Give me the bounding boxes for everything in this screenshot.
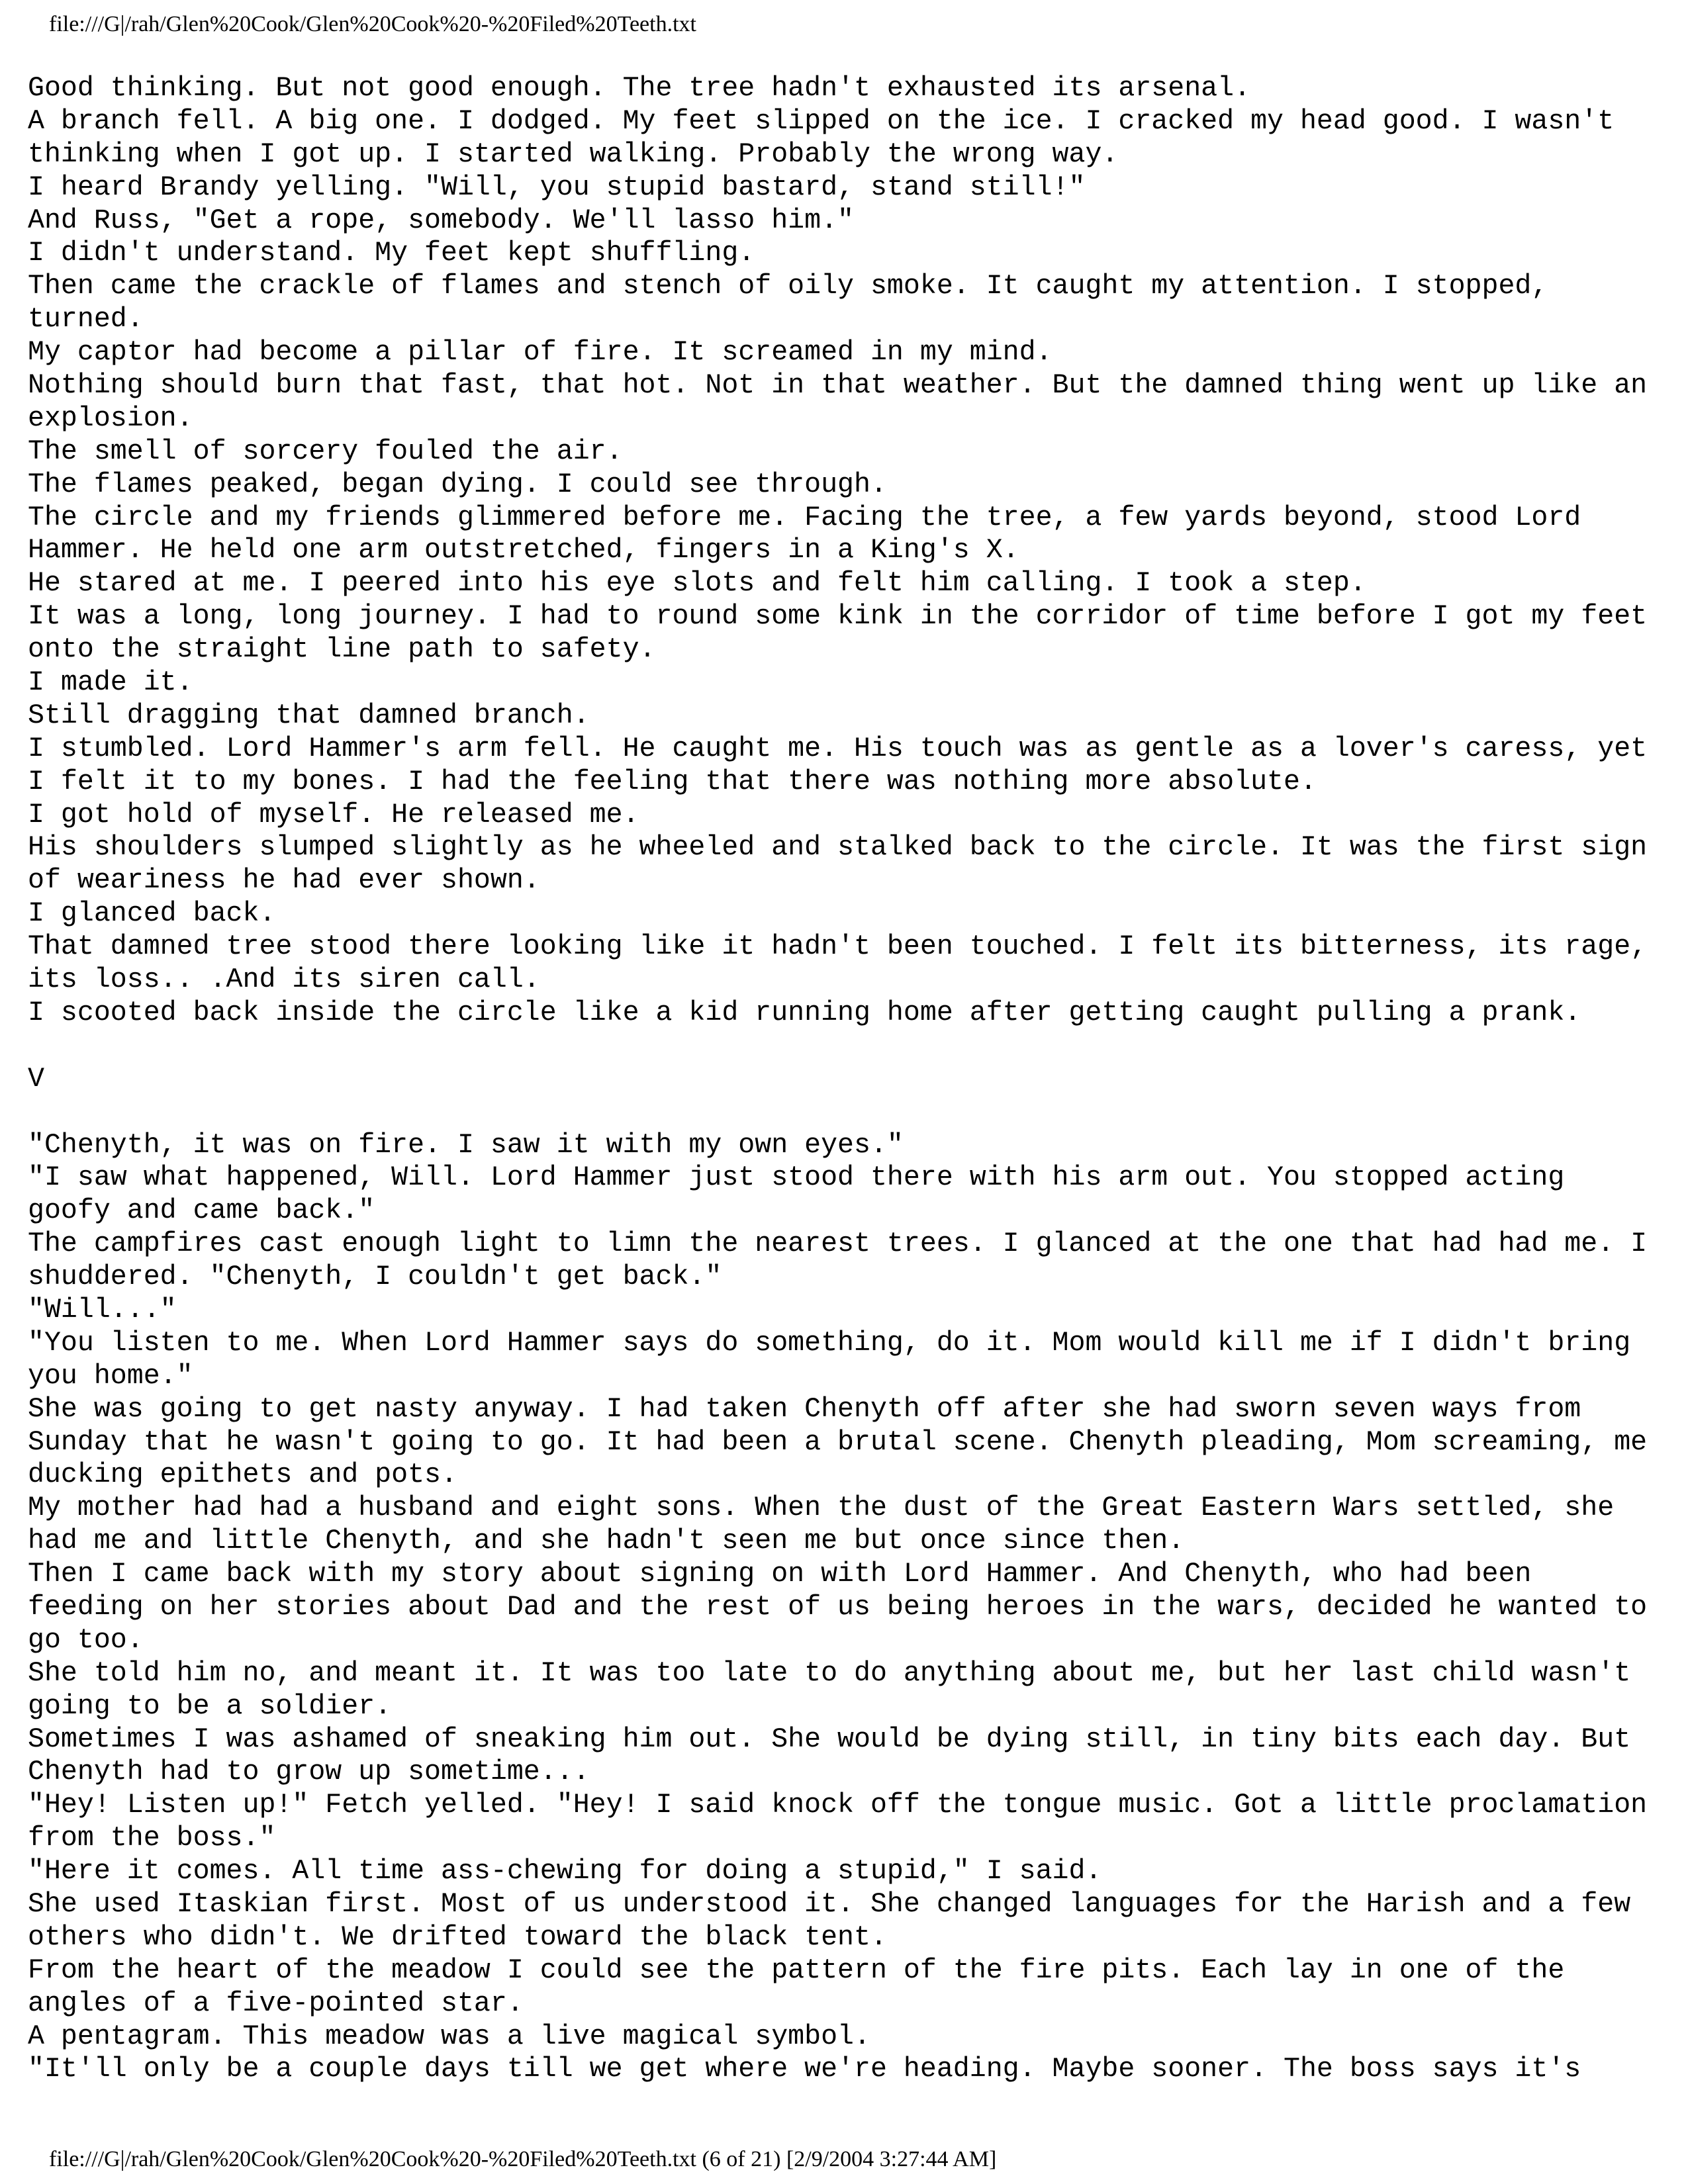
text-line: A pentagram. This meadow was a live magical symbol. xyxy=(28,2021,870,2052)
text-line: you home." xyxy=(28,1360,193,1392)
text-line: had me and little Chenyth, and she hadn't seen me but once since then. xyxy=(28,1525,1185,1557)
text-line: angles of a five-pointed star. xyxy=(28,1987,524,2019)
text-line: He stared at me. I peered into his eye slots and felt him calling. I took a step. xyxy=(28,568,1366,600)
text-line: My captor had become a pillar of fire. It screamed in my mind. xyxy=(28,337,1053,369)
text-line: The campfires cast enough light to limn the nearest trees. I glanced at the one that had had me. I xyxy=(28,1228,1648,1260)
text-line xyxy=(28,1030,1669,1063)
text-line: The flames peaked, began dying. I could see through. xyxy=(28,469,887,500)
text-line: A branch fell. A big one. I dodged. My feet slipped on the ice. I cracked my head good. I wasn't xyxy=(28,105,1615,137)
text-line: "Here it comes. All time ass-chewing for doing a stupid," I said. xyxy=(28,1856,1102,1888)
text-line: goofy and came back." xyxy=(28,1195,375,1227)
text-line: go too. xyxy=(28,1624,144,1656)
text-line: She was going to get nasty anyway. I had taken Chenyth off after she had sworn seven ways from xyxy=(28,1393,1581,1425)
text-line: "I saw what happened, Will. Lord Hammer just stood there with his arm out. You stopped acting xyxy=(28,1162,1565,1194)
text-line: "Chenyth, it was on fire. I saw it with my own eyes." xyxy=(28,1129,904,1161)
text-line: "It'll only be a couple days till we get where we're heading. Maybe sooner. The boss says it's xyxy=(28,2054,1581,2085)
text-line: turned. xyxy=(28,304,144,336)
text-line: I glanced back. xyxy=(28,898,276,930)
text-line: I heard Brandy yelling. "Will, you stupid bastard, stand still!" xyxy=(28,171,1086,203)
text-line: thinking when I got up. I started walking. Probably the wrong way. xyxy=(28,138,1119,170)
text-line: The circle and my friends glimmered before me. Facing the tree, a few yards beyond, stood Lord xyxy=(28,502,1581,533)
text-line: His shoulders slumped slightly as he wheeled and stalked back to the circle. It was the first sign xyxy=(28,832,1648,864)
text-line: Sunday that he wasn't going to go. It had been a brutal scene. Chenyth pleading, Mom screaming, me xyxy=(28,1426,1648,1458)
text-line: She used Itaskian first. Most of us understood it. She changed languages for the Harish and a few xyxy=(28,1888,1631,1920)
text-line: I stumbled. Lord Hammer's arm fell. He caught me. His touch was as gentle as a lover's caress, yet xyxy=(28,733,1648,764)
text-line: The smell of sorcery fouled the air. xyxy=(28,435,623,467)
text-line: "Hey! Listen up!" Fetch yelled. "Hey! I said knock off the tongue music. Got a little proclamation xyxy=(28,1790,1648,1821)
text-line: And Russ, "Get a rope, somebody. We'll lasso him." xyxy=(28,205,855,236)
text-line: of weariness he had ever shown. xyxy=(28,865,540,897)
text-line: explosion. xyxy=(28,402,193,434)
text-line: Then I came back with my story about signing on with Lord Hammer. And Chenyth, who had been xyxy=(28,1559,1532,1590)
header-file-url: file:///G|/rah/Glen%20Cook/Glen%20Cook%20-%20Filed%20Teeth.txt xyxy=(49,12,696,36)
text-line: I felt it to my bones. I had the feeling that there was nothing more absolute. xyxy=(28,766,1317,797)
text-line: Chenyth had to grow up sometime... xyxy=(28,1756,590,1788)
text-line: My mother had had a husband and eight sons. When the dust of the Great Eastern Wars settled, she xyxy=(28,1492,1615,1524)
text-line: I scooted back inside the circle like a kid running home after getting caught pulling a prank. xyxy=(28,997,1581,1028)
text-line: I made it. xyxy=(28,667,193,699)
text-line: Then came the crackle of flames and stench of oily smoke. It caught my attention. I stopped, xyxy=(28,271,1548,302)
text-line: I didn't understand. My feet kept shuffling. xyxy=(28,238,755,269)
document-body xyxy=(28,72,1669,2086)
text-line: Nothing should burn that fast, that hot. Not in that weather. But the damned thing went up like an xyxy=(28,370,1648,402)
text-line: going to be a soldier. xyxy=(28,1690,392,1722)
text-line: It was a long, long journey. I had to round some kink in the corridor of time before I got my feet xyxy=(28,601,1648,633)
text-line: I got hold of myself. He released me. xyxy=(28,799,639,831)
text-line: Hammer. He held one arm outstretched, fingers in a King's X. xyxy=(28,535,1019,567)
text-line: ducking epithets and pots. xyxy=(28,1459,457,1491)
text-line: "You listen to me. When Lord Hammer says do something, do it. Mom would kill me if I didn't bring xyxy=(28,1327,1631,1359)
text-line: others who didn't. We drifted toward the black tent. xyxy=(28,1921,887,1953)
text-line: "Will..." xyxy=(28,1294,177,1326)
text-line: Good thinking. But not good enough. The tree hadn't exhausted its arsenal. xyxy=(28,73,1251,104)
text-line: Still dragging that damned branch. xyxy=(28,700,590,731)
text-line: Sometimes I was ashamed of sneaking him out. She would be dying still, in tiny bits each day. But xyxy=(28,1723,1631,1755)
text-line: V xyxy=(28,1063,44,1095)
text-line: She told him no, and meant it. It was too late to do anything about me, but her last child wasn't xyxy=(28,1657,1631,1689)
text-line: feeding on her stories about Dad and the rest of us being heroes in the wars, decided he wanted to xyxy=(28,1591,1648,1623)
text-line: onto the straight line path to safety. xyxy=(28,634,656,666)
footer-file-info: file:///G|/rah/Glen%20Cook/Glen%20Cook%20-%20Filed%20Teeth.txt (6 of 21) [2/9/2004 3:27:44 AM] xyxy=(49,2147,997,2171)
text-line: That damned tree stood there looking like it hadn't been touched. I felt its bitterness, its rage, xyxy=(28,931,1648,963)
text-line: its loss.. .And its siren call. xyxy=(28,964,540,996)
text-line: from the boss." xyxy=(28,1823,276,1854)
text-line xyxy=(28,1096,1669,1129)
text-line: From the heart of the meadow I could see the pattern of the fire pits. Each lay in one of the xyxy=(28,1954,1565,1986)
text-line: shuddered. "Chenyth, I couldn't get back." xyxy=(28,1261,722,1293)
